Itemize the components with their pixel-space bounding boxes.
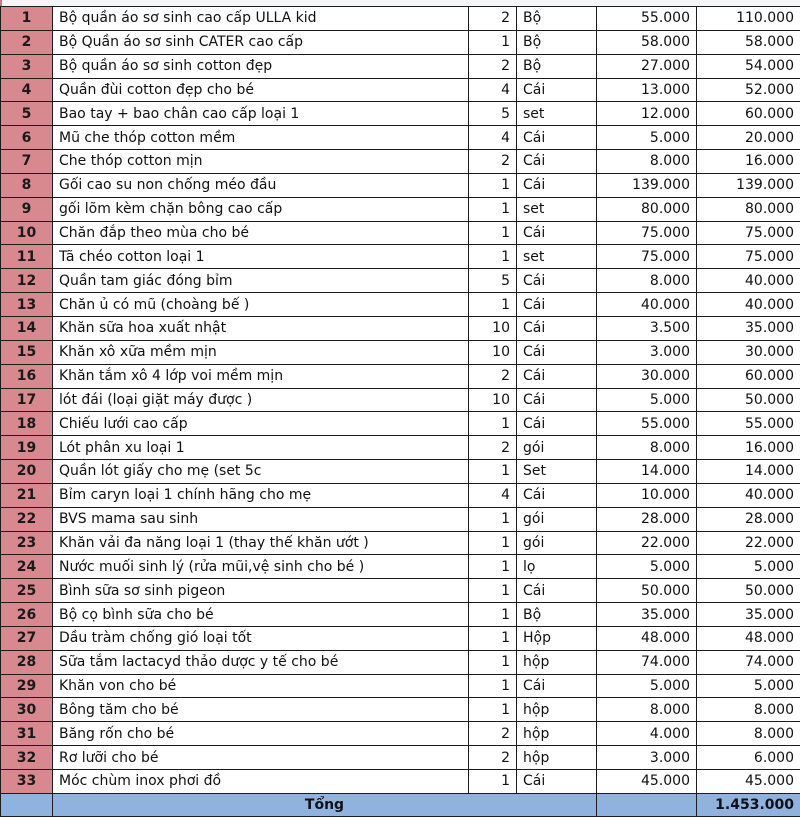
table-row: [1, 460, 800, 484]
item-name[interactable]: Che thóp cotton mịn: [53, 150, 469, 174]
item-unit-price[interactable]: 55.000: [597, 7, 697, 31]
item-line-total[interactable]: 58.000: [697, 30, 800, 54]
item-unit-price[interactable]: 75.000: [597, 245, 697, 269]
item-name[interactable]: Chăn ủ có mũ (choàng bế ): [53, 293, 469, 317]
table-row: [1, 412, 800, 436]
table-row: [1, 531, 800, 555]
item-name[interactable]: Rơ lưỡi cho bé: [53, 746, 469, 770]
item-line-total[interactable]: 28.000: [697, 507, 800, 531]
item-unit-price[interactable]: 48.000: [597, 626, 697, 650]
item-unit-price[interactable]: 5.000: [597, 555, 697, 579]
table-row: [1, 507, 800, 531]
item-name[interactable]: Quần tam giác đóng bỉm: [53, 269, 469, 293]
item-quantity[interactable]: 4: [469, 126, 517, 150]
item-line-total[interactable]: 5.000: [697, 555, 800, 579]
item-name[interactable]: Mũ che thóp cotton mềm: [53, 126, 469, 150]
row-number[interactable]: 10: [1, 221, 53, 245]
item-line-total[interactable]: 5.000: [697, 674, 800, 698]
table-body: [1, 7, 800, 794]
table-row: [1, 579, 800, 603]
total-row-blank-price: [597, 793, 697, 816]
item-quantity[interactable]: 1: [469, 531, 517, 555]
item-line-total[interactable]: 52.000: [697, 78, 800, 102]
item-unit[interactable]: lọ: [517, 555, 597, 579]
row-number[interactable]: 8: [1, 173, 53, 197]
item-unit-price[interactable]: 30.000: [597, 364, 697, 388]
table-row: [1, 102, 800, 126]
item-quantity[interactable]: 1: [469, 507, 517, 531]
item-quantity[interactable]: 1: [469, 555, 517, 579]
row-number[interactable]: 13: [1, 293, 53, 317]
item-line-total[interactable]: 40.000: [697, 293, 800, 317]
item-unit[interactable]: gói: [517, 531, 597, 555]
item-quantity[interactable]: 10: [469, 340, 517, 364]
item-unit[interactable]: Cái: [517, 78, 597, 102]
row-number[interactable]: 30: [1, 698, 53, 722]
row-number[interactable]: 7: [1, 150, 53, 174]
item-quantity[interactable]: 1: [469, 674, 517, 698]
item-quantity[interactable]: 1: [469, 460, 517, 484]
item-unit[interactable]: Set: [517, 460, 597, 484]
item-line-total[interactable]: 8.000: [697, 698, 800, 722]
item-quantity[interactable]: 1: [469, 650, 517, 674]
item-name[interactable]: Sữa tắm lactacyd thảo dược y tế cho bé: [53, 650, 469, 674]
table-row: [1, 770, 800, 794]
table-row: [1, 7, 800, 31]
item-unit[interactable]: hộp: [517, 746, 597, 770]
item-quantity[interactable]: 1: [469, 221, 517, 245]
item-line-total[interactable]: 60.000: [697, 102, 800, 126]
item-name[interactable]: Gối cao su non chống méo đầu: [53, 173, 469, 197]
total-label: Tổng: [53, 793, 597, 816]
item-unit[interactable]: hộp: [517, 650, 597, 674]
item-name[interactable]: lót đái (loại giặt máy được ): [53, 388, 469, 412]
item-name[interactable]: Bộ cọ bình sữa cho bé: [53, 603, 469, 627]
item-quantity[interactable]: 5: [469, 102, 517, 126]
item-unit-price[interactable]: 139.000: [597, 173, 697, 197]
item-unit-price[interactable]: 3.000: [597, 340, 697, 364]
row-number[interactable]: 28: [1, 650, 53, 674]
table-row: [1, 555, 800, 579]
item-unit[interactable]: gói: [517, 507, 597, 531]
item-name[interactable]: Nước muối sinh lý (rửa mũi,vệ sinh cho bé ): [53, 555, 469, 579]
item-name[interactable]: Băng rốn cho bé: [53, 722, 469, 746]
table-row: [1, 746, 800, 770]
table-row: [1, 293, 800, 317]
item-quantity[interactable]: 1: [469, 293, 517, 317]
table-row: [1, 626, 800, 650]
item-unit-price[interactable]: 3.500: [597, 316, 697, 340]
row-number[interactable]: 3: [1, 54, 53, 78]
item-name[interactable]: BVS mama sau sinh: [53, 507, 469, 531]
item-unit-price[interactable]: 27.000: [597, 54, 697, 78]
item-line-total[interactable]: 35.000: [697, 603, 800, 627]
item-line-total[interactable]: 14.000: [697, 460, 800, 484]
table-row: [1, 78, 800, 102]
item-quantity[interactable]: 1: [469, 197, 517, 221]
item-name[interactable]: Bao tay + bao chân cao cấp loại 1: [53, 102, 469, 126]
row-number[interactable]: 15: [1, 340, 53, 364]
item-unit[interactable]: Cái: [517, 126, 597, 150]
item-unit-price[interactable]: 4.000: [597, 722, 697, 746]
row-number[interactable]: 23: [1, 531, 53, 555]
row-number[interactable]: 32: [1, 746, 53, 770]
item-unit[interactable]: Cái: [517, 340, 597, 364]
item-unit[interactable]: Bộ: [517, 603, 597, 627]
item-name[interactable]: Khăn tắm xô 4 lớp voi mềm mịn: [53, 364, 469, 388]
item-line-total[interactable]: 75.000: [697, 221, 800, 245]
item-line-total[interactable]: 40.000: [697, 483, 800, 507]
item-unit[interactable]: Cái: [517, 173, 597, 197]
item-unit-price[interactable]: 12.000: [597, 102, 697, 126]
item-quantity[interactable]: 1: [469, 173, 517, 197]
item-line-total[interactable]: 40.000: [697, 269, 800, 293]
item-name[interactable]: Chiếu lưới cao cấp: [53, 412, 469, 436]
item-unit-price[interactable]: 55.000: [597, 412, 697, 436]
item-unit-price[interactable]: 28.000: [597, 507, 697, 531]
item-quantity[interactable]: 1: [469, 245, 517, 269]
item-line-total[interactable]: 50.000: [697, 388, 800, 412]
row-number[interactable]: 25: [1, 579, 53, 603]
table-row: [1, 436, 800, 460]
item-quantity[interactable]: 1: [469, 30, 517, 54]
table-row: [1, 603, 800, 627]
item-quantity[interactable]: 1: [469, 626, 517, 650]
grand-total: 1.453.000: [697, 793, 800, 816]
row-number[interactable]: 20: [1, 460, 53, 484]
item-line-total[interactable]: 54.000: [697, 54, 800, 78]
total-row-blank: [1, 793, 53, 816]
item-name[interactable]: Quần đùi cotton đẹp cho bé: [53, 78, 469, 102]
item-unit-price[interactable]: 8.000: [597, 150, 697, 174]
item-name[interactable]: Khăn vải đa năng loại 1 (thay thế khăn ướt ): [53, 531, 469, 555]
item-unit[interactable]: Bộ: [517, 7, 597, 31]
row-number[interactable]: 18: [1, 412, 53, 436]
row-number[interactable]: 5: [1, 102, 53, 126]
item-unit-price[interactable]: 40.000: [597, 293, 697, 317]
item-unit[interactable]: Cái: [517, 412, 597, 436]
item-line-total[interactable]: 139.000: [697, 173, 800, 197]
item-quantity[interactable]: 2: [469, 436, 517, 460]
item-quantity[interactable]: 1: [469, 770, 517, 794]
item-unit[interactable]: Bộ: [517, 30, 597, 54]
item-unit[interactable]: hộp: [517, 722, 597, 746]
table-row: [1, 150, 800, 174]
item-name[interactable]: Quần lót giấy cho mẹ (set 5c: [53, 460, 469, 484]
item-unit-price[interactable]: 10.000: [597, 483, 697, 507]
table-row: [1, 650, 800, 674]
item-unit-price[interactable]: 3.000: [597, 746, 697, 770]
row-number[interactable]: 9: [1, 197, 53, 221]
table-row: [1, 388, 800, 412]
table-row: [1, 173, 800, 197]
spreadsheet: [0, 6, 800, 817]
item-name[interactable]: Bình sữa sơ sinh pigeon: [53, 579, 469, 603]
item-name[interactable]: Bông tăm cho bé: [53, 698, 469, 722]
row-number[interactable]: 19: [1, 436, 53, 460]
row-number[interactable]: 4: [1, 78, 53, 102]
item-unit-price[interactable]: 35.000: [597, 603, 697, 627]
item-name[interactable]: Tã chéo cotton loại 1: [53, 245, 469, 269]
item-unit[interactable]: set: [517, 102, 597, 126]
item-unit-price[interactable]: 74.000: [597, 650, 697, 674]
item-name[interactable]: Bộ quần áo sơ sinh cao cấp ULLA kid: [53, 7, 469, 31]
table-row: [1, 245, 800, 269]
table-row: [1, 722, 800, 746]
table-row: [1, 483, 800, 507]
item-name[interactable]: Chăn đắp theo mùa cho bé: [53, 221, 469, 245]
item-quantity[interactable]: 4: [469, 483, 517, 507]
item-line-total[interactable]: 16.000: [697, 150, 800, 174]
item-unit-price[interactable]: 45.000: [597, 770, 697, 794]
item-quantity[interactable]: 1: [469, 412, 517, 436]
item-quantity[interactable]: 2: [469, 746, 517, 770]
item-line-total[interactable]: 6.000: [697, 746, 800, 770]
item-line-total[interactable]: 45.000: [697, 770, 800, 794]
table-row: [1, 221, 800, 245]
item-unit[interactable]: Hộp: [517, 626, 597, 650]
row-number[interactable]: 33: [1, 770, 53, 794]
item-line-total[interactable]: 22.000: [697, 531, 800, 555]
item-unit-price[interactable]: 14.000: [597, 460, 697, 484]
row-number[interactable]: 2: [1, 30, 53, 54]
table-row: [1, 30, 800, 54]
item-quantity[interactable]: 2: [469, 150, 517, 174]
item-unit-price[interactable]: 5.000: [597, 674, 697, 698]
row-number[interactable]: 14: [1, 316, 53, 340]
table-row: [1, 269, 800, 293]
item-name[interactable]: Bộ quần áo sơ sinh cotton đẹp: [53, 54, 469, 78]
item-unit[interactable]: Cái: [517, 364, 597, 388]
item-unit-price[interactable]: 13.000: [597, 78, 697, 102]
table-row: [1, 54, 800, 78]
item-unit[interactable]: Cái: [517, 483, 597, 507]
row-number[interactable]: 27: [1, 626, 53, 650]
item-unit[interactable]: Cái: [517, 269, 597, 293]
item-name[interactable]: Bỉm caryn loại 1 chính hãng cho mẹ: [53, 483, 469, 507]
row-number[interactable]: 26: [1, 603, 53, 627]
table-row: [1, 340, 800, 364]
total-row: [1, 793, 800, 816]
item-quantity[interactable]: 2: [469, 54, 517, 78]
item-quantity[interactable]: 2: [469, 7, 517, 31]
shopping-list-table: [0, 6, 800, 817]
table-row: [1, 126, 800, 150]
item-quantity[interactable]: 10: [469, 316, 517, 340]
item-line-total[interactable]: 16.000: [697, 436, 800, 460]
item-name[interactable]: Khăn von cho bé: [53, 674, 469, 698]
item-unit-price[interactable]: 8.000: [597, 698, 697, 722]
item-quantity[interactable]: 2: [469, 364, 517, 388]
item-line-total[interactable]: 60.000: [697, 364, 800, 388]
item-unit-price[interactable]: 22.000: [597, 531, 697, 555]
table-row: [1, 364, 800, 388]
item-line-total[interactable]: 55.000: [697, 412, 800, 436]
row-number[interactable]: 29: [1, 674, 53, 698]
item-unit[interactable]: Cái: [517, 770, 597, 794]
item-unit[interactable]: Bộ: [517, 54, 597, 78]
table-row: [1, 316, 800, 340]
item-line-total[interactable]: 8.000: [697, 722, 800, 746]
item-name[interactable]: Lót phân xu loại 1: [53, 436, 469, 460]
item-unit[interactable]: Cái: [517, 388, 597, 412]
item-name[interactable]: gối lõm kèm chặn bông cao cấp: [53, 197, 469, 221]
item-unit-price[interactable]: 75.000: [597, 221, 697, 245]
item-unit[interactable]: gói: [517, 436, 597, 460]
item-line-total[interactable]: 35.000: [697, 316, 800, 340]
item-unit[interactable]: Cái: [517, 221, 597, 245]
item-unit-price[interactable]: 8.000: [597, 436, 697, 460]
item-unit[interactable]: set: [517, 245, 597, 269]
item-quantity[interactable]: 10: [469, 388, 517, 412]
item-unit-price[interactable]: 8.000: [597, 269, 697, 293]
item-quantity[interactable]: 4: [469, 78, 517, 102]
table-row: [1, 197, 800, 221]
item-line-total[interactable]: 80.000: [697, 197, 800, 221]
item-line-total[interactable]: 30.000: [697, 340, 800, 364]
item-unit-price[interactable]: 80.000: [597, 197, 697, 221]
item-line-total[interactable]: 20.000: [697, 126, 800, 150]
item-quantity[interactable]: 2: [469, 722, 517, 746]
row-number[interactable]: 31: [1, 722, 53, 746]
row-number[interactable]: 17: [1, 388, 53, 412]
item-unit-price[interactable]: 5.000: [597, 388, 697, 412]
item-unit[interactable]: Cái: [517, 579, 597, 603]
row-number[interactable]: 1: [1, 7, 53, 31]
item-unit-price[interactable]: 5.000: [597, 126, 697, 150]
item-name[interactable]: Khăn xô xữa mềm mịn: [53, 340, 469, 364]
row-number[interactable]: 12: [1, 269, 53, 293]
row-number[interactable]: 16: [1, 364, 53, 388]
item-unit[interactable]: Cái: [517, 316, 597, 340]
item-line-total[interactable]: 74.000: [697, 650, 800, 674]
item-unit[interactable]: Cái: [517, 150, 597, 174]
item-unit[interactable]: Cái: [517, 674, 597, 698]
item-unit[interactable]: set: [517, 197, 597, 221]
table-row: [1, 674, 800, 698]
item-name[interactable]: Bộ Quần áo sơ sinh CATER cao cấp: [53, 30, 469, 54]
table-row: [1, 698, 800, 722]
item-quantity[interactable]: 1: [469, 698, 517, 722]
item-line-total[interactable]: 48.000: [697, 626, 800, 650]
item-name[interactable]: Khăn sữa hoa xuất nhật: [53, 316, 469, 340]
item-line-total[interactable]: 75.000: [697, 245, 800, 269]
item-name[interactable]: Dầu tràm chống gió loại tốt: [53, 626, 469, 650]
item-quantity[interactable]: 1: [469, 603, 517, 627]
item-quantity[interactable]: 5: [469, 269, 517, 293]
item-unit[interactable]: hộp: [517, 698, 597, 722]
item-line-total[interactable]: 50.000: [697, 579, 800, 603]
item-quantity[interactable]: 1: [469, 579, 517, 603]
item-unit-price[interactable]: 50.000: [597, 579, 697, 603]
row-number[interactable]: 6: [1, 126, 53, 150]
row-number[interactable]: 22: [1, 507, 53, 531]
item-line-total[interactable]: 110.000: [697, 7, 800, 31]
row-number[interactable]: 11: [1, 245, 53, 269]
item-name[interactable]: Móc chùm inox phơi đồ: [53, 770, 469, 794]
row-number[interactable]: 24: [1, 555, 53, 579]
row-number[interactable]: 21: [1, 483, 53, 507]
item-unit-price[interactable]: 58.000: [597, 30, 697, 54]
item-unit[interactable]: Cái: [517, 293, 597, 317]
